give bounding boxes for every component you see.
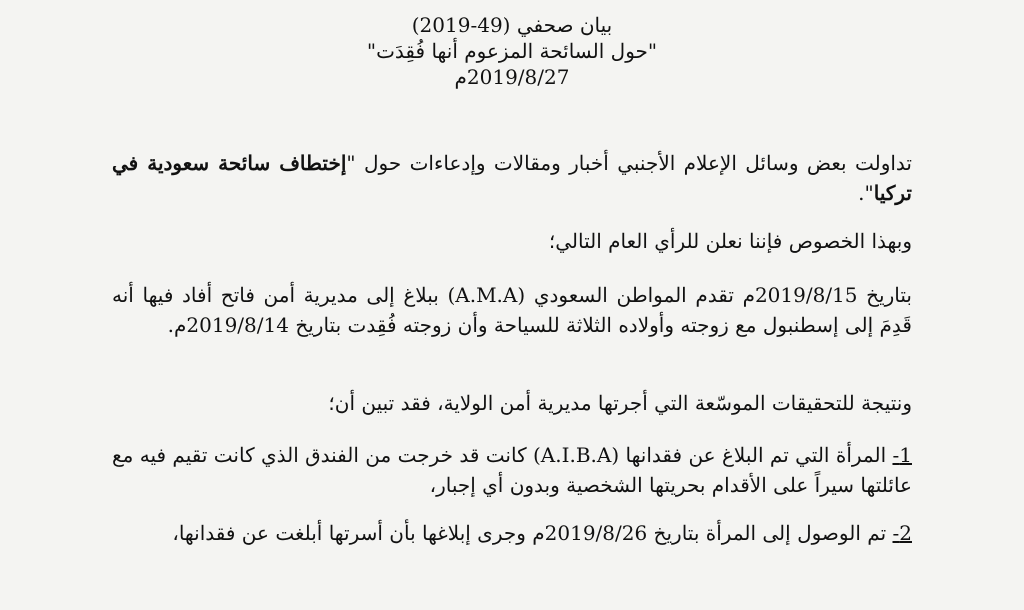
finding-1 (112, 440, 912, 500)
finding-2-number: 2- (892, 521, 912, 545)
investigation-paragraph: ونتيجة للتحقيقات الموسّعة التي أجرتها مديرية أمن الولاية، فقد تبين أن؛ (328, 391, 912, 415)
finding-1-number: 1- (892, 443, 912, 467)
release-number: بيان صحفي (49-2019) (411, 13, 613, 37)
finding-1-text: المرأة التي تم البلاغ عن فقدانها (A.I.B.A) كانت قد خرجت من الفندق الذي كانت تقيم فيه مع عائلتها سيراً على الأقدام بحريتها الشخصية وبدون أي إجبار، (112, 443, 912, 497)
finding-2 (112, 518, 912, 548)
report-paragraph: بتاريخ 2019/8/15م تقدم المواطن السعودي (A.M.A) ببلاغ إلى مديرية أمن فاتح أفاد فيها أنه قَدِمَ إلى إسطنبول مع زوجته وأولاده الثلاثة للسياحة وأن زوجته فُقِدت بتاريخ 2019/8/14م. (112, 283, 912, 337)
release-date: 2019/8/27م (454, 65, 570, 89)
document-header (0, 12, 1024, 90)
announcement-paragraph: وبهذا الخصوص فإننا نعلن للرأي العام التالي؛ (548, 229, 912, 253)
finding-2-text: تم الوصول إلى المرأة بتاريخ 2019/8/26م وجرى إبلاغها بأن أسرتها أبلغت عن فقدانها، (172, 521, 893, 545)
release-subject: "حول السائحة المزعوم أنها فُقِدَت" (366, 39, 658, 63)
intro-end: ". (858, 181, 874, 205)
intro-paragraph (112, 148, 912, 208)
intro-text: تداولت بعض وسائل الإعلام الأجنبي أخبار ومقالات وإدعاءات حول " (346, 151, 912, 175)
intro-headline: إختطاف سائحة سعودية في تركيا (112, 151, 912, 205)
